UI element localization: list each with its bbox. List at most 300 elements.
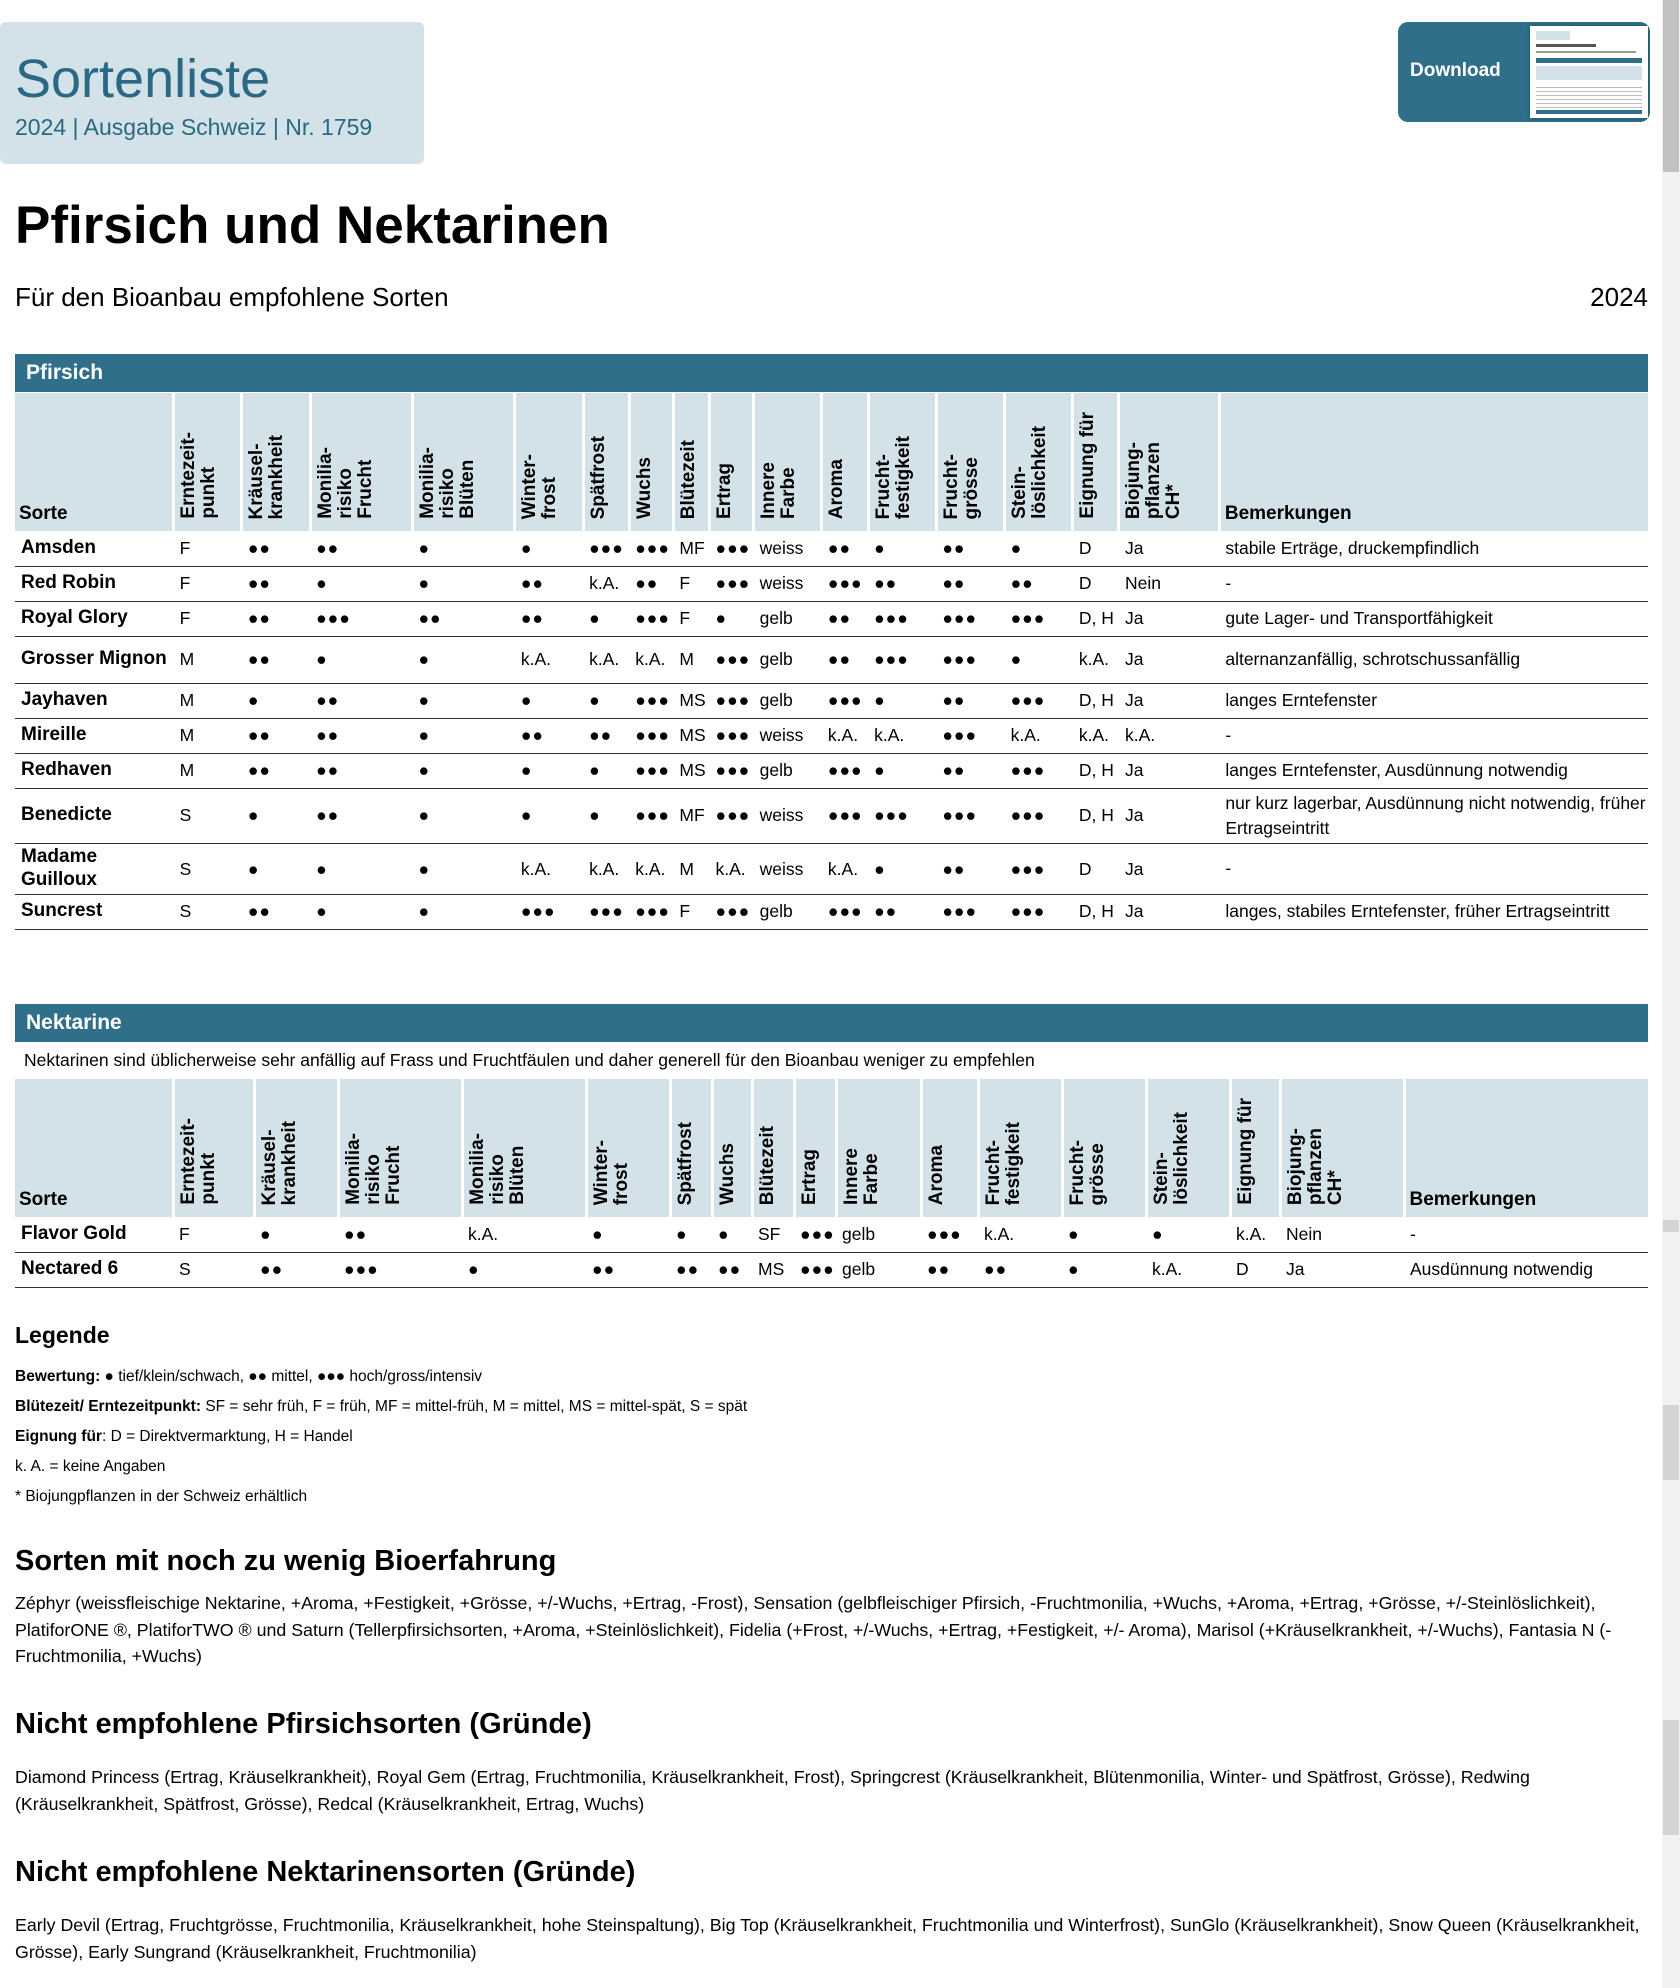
table-cell: k.A. bbox=[1119, 718, 1219, 753]
column-header-label: Frucht- grösse bbox=[1066, 1139, 1108, 1205]
column-header-label: Biojung- pflanzen CH* bbox=[1123, 441, 1185, 519]
table-cell: Ja bbox=[1119, 894, 1219, 929]
table-cell: ●●● bbox=[629, 753, 673, 788]
column-header-label: Winter- frost bbox=[590, 1139, 632, 1205]
column-header bbox=[1230, 1079, 1280, 1217]
legend-bewertung-label: Bewertung: bbox=[15, 1368, 101, 1385]
table-cell: ●● bbox=[338, 1217, 462, 1252]
table-cell: MS bbox=[673, 683, 709, 718]
table-cell: ●●● bbox=[710, 566, 754, 601]
table-cell: ●●● bbox=[629, 718, 673, 753]
bemerkung: langes Erntefenster bbox=[1219, 683, 1648, 718]
header-box bbox=[0, 22, 424, 164]
table-cell: ● bbox=[1005, 636, 1073, 683]
table-cell: ●● bbox=[868, 894, 936, 929]
column-header bbox=[338, 1079, 462, 1217]
sorte-name: Jayhaven bbox=[15, 683, 174, 718]
table-cell: ●● bbox=[868, 566, 936, 601]
table-cell: k.A. bbox=[629, 844, 673, 895]
table-cell: ●●● bbox=[868, 788, 936, 844]
column-header bbox=[412, 393, 514, 531]
nektarine-table bbox=[15, 1079, 1648, 1288]
table-cell: ●●● bbox=[629, 683, 673, 718]
table-cell: ● bbox=[868, 683, 936, 718]
legend-bluetezeit bbox=[15, 1398, 747, 1416]
table-cell: gelb bbox=[754, 683, 822, 718]
table-cell: k.A. bbox=[822, 718, 868, 753]
scrollbar-thumb[interactable] bbox=[1663, 0, 1679, 172]
table-cell: ● bbox=[412, 788, 514, 844]
table-cell: ●●● bbox=[583, 894, 629, 929]
table-cell: S bbox=[174, 788, 242, 844]
table-cell: k.A. bbox=[629, 636, 673, 683]
table-cell: ●●● bbox=[822, 753, 868, 788]
table-cell: k.A. bbox=[515, 636, 583, 683]
column-header bbox=[15, 393, 174, 531]
legend-bluetezeit-label: Blütezeit/ Erntezeitpunkt: bbox=[15, 1398, 202, 1415]
table-cell: weiss bbox=[754, 566, 822, 601]
scrollbar-track-mark bbox=[1663, 1405, 1679, 1480]
table-cell: ●●● bbox=[1005, 753, 1073, 788]
table-cell: ●● bbox=[242, 601, 310, 636]
column-header bbox=[670, 1079, 712, 1217]
table-cell: k.A. bbox=[1005, 718, 1073, 753]
table-cell: weiss bbox=[754, 844, 822, 895]
text-nicht-empfohlen-pfirsich: Diamond Princess (Ertrag, Kräuselkrankheit), Royal Gem (Ertrag, Fruchtmonilia, Kräuselkrankheit, Frost), Springcrest (Kräuselkrankheit, Blütenmonilia, Winter- und Spätfrost, Grösse), Redwing (Kräuselkrankheit, Spätfrost, Grösse), Redcal (Kräuselkrankheit, Ertrag, Wuchs) bbox=[15, 1767, 1530, 1814]
column-header bbox=[921, 1079, 978, 1217]
column-header bbox=[1219, 393, 1648, 531]
table-cell: ●●● bbox=[1005, 683, 1073, 718]
table-cell: ●●● bbox=[936, 636, 1004, 683]
table-cell: ●● bbox=[242, 753, 310, 788]
table-cell: ● bbox=[1062, 1252, 1146, 1287]
column-header-label: Wuchs bbox=[716, 1143, 738, 1205]
table-row bbox=[15, 1252, 1648, 1287]
table-cell: D, H bbox=[1073, 753, 1119, 788]
column-header bbox=[868, 393, 936, 531]
table-cell: ● bbox=[583, 683, 629, 718]
column-header-label: Bemerkungen bbox=[1409, 1189, 1537, 1210]
table-cell: ● bbox=[412, 894, 514, 929]
column-header-label: Frucht- festigkeit bbox=[982, 1121, 1024, 1205]
column-header bbox=[1005, 393, 1073, 531]
table-cell: ●● bbox=[515, 718, 583, 753]
table-cell: ● bbox=[710, 601, 754, 636]
table-cell: ●●● bbox=[629, 601, 673, 636]
column-header-label: Sorte bbox=[19, 1189, 68, 1210]
table-cell: ● bbox=[868, 753, 936, 788]
text-nicht-empfohlen-nektarinen: Early Devil (Ertrag, Fruchtgrösse, Fruchtmonilia, Kräuselkrankheit, hohe Steinspaltung), Big Top (Kräuselkrankheit, Fruchtmonilia und Winterfrost), SunGlo (Kräuselkrankheit), Snow Queen (Kräuselkrankheit, Grösse), Early Sungrand (Kräuselkrankheit, Fruchtmonilia) bbox=[15, 1915, 1640, 1962]
table-cell: ●●● bbox=[710, 718, 754, 753]
table-cell: MS bbox=[752, 1252, 794, 1287]
table-cell: ● bbox=[868, 844, 936, 895]
table-cell: ●● bbox=[629, 566, 673, 601]
table-cell: ● bbox=[412, 531, 514, 566]
table-cell: M bbox=[673, 636, 709, 683]
legend-ka: k. A. = keine Angaben bbox=[15, 1458, 166, 1475]
section-bar-pfirsich: Pfirsich bbox=[15, 354, 1648, 392]
table-cell: ● bbox=[515, 683, 583, 718]
page-scrollbar[interactable] bbox=[1662, 0, 1680, 1988]
table-cell: D, H bbox=[1073, 601, 1119, 636]
column-header-label: Bemerkungen bbox=[1224, 503, 1352, 524]
table-cell: k.A. bbox=[583, 566, 629, 601]
column-header-label: Frucht- festigkeit bbox=[872, 435, 914, 519]
table-cell: MS bbox=[673, 718, 709, 753]
table-cell: ●●● bbox=[629, 894, 673, 929]
table-cell: ●● bbox=[242, 531, 310, 566]
column-header-label: Erntezeit- punkt bbox=[177, 1118, 219, 1205]
bemerkung: langes, stabiles Erntefenster, früher Ertragseintritt bbox=[1219, 894, 1648, 929]
download-button[interactable] bbox=[1398, 22, 1650, 122]
table-cell: ● bbox=[412, 566, 514, 601]
table-cell: k.A. bbox=[1073, 718, 1119, 753]
table-cell: k.A. bbox=[1230, 1217, 1280, 1252]
table-cell: ●● bbox=[936, 844, 1004, 895]
table-cell: F bbox=[174, 531, 242, 566]
legend-bio: * Biojungpflanzen in der Schweiz erhältlich bbox=[15, 1488, 308, 1505]
bemerkung: - bbox=[1404, 1217, 1648, 1252]
column-header bbox=[1146, 1079, 1230, 1217]
sorte-name: Redhaven bbox=[15, 753, 174, 788]
table-cell: ●●● bbox=[710, 683, 754, 718]
table-cell: ●●● bbox=[822, 788, 868, 844]
bemerkung: - bbox=[1219, 718, 1648, 753]
column-header-label: Monilia- risiko Frucht bbox=[314, 447, 376, 519]
bemerkung: alternanzanfällig, schrotschussanfällig bbox=[1219, 636, 1648, 683]
column-header bbox=[1119, 393, 1219, 531]
bemerkung: nur kurz lagerbar, Ausdünnung nicht notwendig, früher Ertragseintritt bbox=[1219, 788, 1648, 844]
table-cell: ●●● bbox=[710, 753, 754, 788]
column-header bbox=[712, 1079, 752, 1217]
table-cell: D bbox=[1230, 1252, 1280, 1287]
table-cell: ●● bbox=[1005, 566, 1073, 601]
table-cell: F bbox=[174, 566, 242, 601]
table-cell: gelb bbox=[754, 636, 822, 683]
table-row bbox=[15, 566, 1648, 601]
table-cell: ●● bbox=[242, 566, 310, 601]
table-cell: gelb bbox=[836, 1217, 921, 1252]
table-cell: MF bbox=[673, 788, 709, 844]
heading-wenig-bioerfahrung: Sorten mit noch zu wenig Bioerfahrung bbox=[15, 1545, 557, 1577]
table-cell: F bbox=[673, 566, 709, 601]
column-header bbox=[1404, 1079, 1648, 1217]
table-cell: ● bbox=[310, 636, 412, 683]
table-cell: ●● bbox=[242, 718, 310, 753]
table-cell: D, H bbox=[1073, 894, 1119, 929]
nektarine-note: Nektarinen sind üblicherweise sehr anfällig auf Frass und Fruchtfäulen und daher generell für den Bioanbau weniger zu empfehlen bbox=[24, 1050, 1035, 1070]
column-header-label: Innere Farbe bbox=[840, 1147, 882, 1205]
table-cell: gelb bbox=[836, 1252, 921, 1287]
table-cell: ●●● bbox=[710, 636, 754, 683]
table-cell: ●● bbox=[936, 531, 1004, 566]
table-cell: ●●● bbox=[936, 601, 1004, 636]
table-cell: ● bbox=[242, 683, 310, 718]
table-cell: weiss bbox=[754, 788, 822, 844]
table-cell: Ja bbox=[1280, 1252, 1404, 1287]
table-cell: ●●● bbox=[629, 788, 673, 844]
bemerkung: stabile Erträge, druckempfindlich bbox=[1219, 531, 1648, 566]
heading-nicht-empfohlen-pfirsich: Nicht empfohlene Pfirsichsorten (Gründe) bbox=[15, 1708, 592, 1740]
legend-bewertung bbox=[15, 1368, 482, 1386]
table-cell: ●●● bbox=[822, 566, 868, 601]
sorte-name: Amsden bbox=[15, 531, 174, 566]
column-header-label: Innere Farbe bbox=[758, 461, 800, 519]
table-cell: M bbox=[174, 753, 242, 788]
table-cell: weiss bbox=[754, 718, 822, 753]
table-cell: gelb bbox=[754, 601, 822, 636]
table-cell: ●● bbox=[936, 683, 1004, 718]
page-year: 2024 bbox=[1590, 282, 1648, 312]
column-header-label: Frucht- grösse bbox=[940, 453, 982, 519]
table-row bbox=[15, 788, 1648, 844]
column-header bbox=[462, 1079, 586, 1217]
section-bar-nektarine: Nektarine bbox=[15, 1004, 1648, 1042]
column-header-label: Stein- löslichkeit bbox=[1009, 426, 1051, 519]
table-cell: Ja bbox=[1119, 531, 1219, 566]
table-cell: S bbox=[173, 1252, 254, 1287]
column-header bbox=[978, 1079, 1062, 1217]
table-cell: ● bbox=[310, 844, 412, 895]
table-cell: ●● bbox=[822, 601, 868, 636]
sorte-name: Nectared 6 bbox=[15, 1252, 173, 1287]
table-cell: k.A. bbox=[710, 844, 754, 895]
table-cell: M bbox=[673, 844, 709, 895]
table-cell: ● bbox=[412, 636, 514, 683]
table-cell: ●●● bbox=[868, 601, 936, 636]
table-cell: Nein bbox=[1119, 566, 1219, 601]
table-cell: ●● bbox=[254, 1252, 338, 1287]
table-cell: ● bbox=[310, 894, 412, 929]
table-cell: ●● bbox=[822, 636, 868, 683]
column-header-label: Stein- löslichkeit bbox=[1150, 1112, 1192, 1205]
table-cell: ●● bbox=[586, 1252, 670, 1287]
table-cell: ●●● bbox=[936, 788, 1004, 844]
header-title: Sortenliste bbox=[15, 49, 271, 109]
table-cell: ●● bbox=[936, 753, 1004, 788]
column-header-label: Ertrag bbox=[714, 463, 736, 519]
table-cell: Ja bbox=[1119, 636, 1219, 683]
table-cell: ●●● bbox=[921, 1217, 978, 1252]
column-header bbox=[254, 1079, 338, 1217]
table-cell: ●● bbox=[712, 1252, 752, 1287]
column-header-label: Aroma bbox=[925, 1144, 947, 1205]
column-header bbox=[629, 393, 673, 531]
column-header bbox=[583, 393, 629, 531]
bemerkung: gute Lager- und Transportfähigkeit bbox=[1219, 601, 1648, 636]
column-header-label: Blütezeit bbox=[677, 439, 699, 519]
table-row bbox=[15, 844, 1648, 895]
table-cell: ● bbox=[515, 788, 583, 844]
column-header-label: Eignung für bbox=[1234, 1098, 1256, 1205]
legend-bluetezeit-text: SF = sehr früh, F = früh, MF = mittel-früh, M = mittel, MS = mittel-spät, S = spät bbox=[201, 1398, 748, 1415]
sorte-name: Suncrest bbox=[15, 894, 174, 929]
column-header bbox=[1280, 1079, 1404, 1217]
heading-nicht-empfohlen-nektarinen: Nicht empfohlene Nektarinensorten (Gründe) bbox=[15, 1856, 636, 1888]
column-header bbox=[836, 1079, 921, 1217]
table-cell: ●● bbox=[242, 894, 310, 929]
table-cell: SF bbox=[752, 1217, 794, 1252]
table-cell: ● bbox=[242, 844, 310, 895]
table-cell: ●● bbox=[978, 1252, 1062, 1287]
table-cell: ●● bbox=[936, 566, 1004, 601]
column-header-label: Spätfrost bbox=[587, 435, 609, 519]
column-header bbox=[15, 1079, 173, 1217]
table-cell: ● bbox=[868, 531, 936, 566]
table-cell: ● bbox=[712, 1217, 752, 1252]
column-header-label: Eignung für bbox=[1077, 412, 1099, 519]
table-cell: ●●● bbox=[310, 601, 412, 636]
document-preview-thumbnail bbox=[1530, 26, 1648, 118]
column-header-label: Monilia- risiko Blüten bbox=[466, 1133, 528, 1205]
table-cell: F bbox=[174, 601, 242, 636]
table-cell: ●●● bbox=[710, 894, 754, 929]
column-header bbox=[242, 393, 310, 531]
table-cell: k.A. bbox=[1146, 1252, 1230, 1287]
column-header bbox=[710, 393, 754, 531]
pfirsich-table bbox=[15, 393, 1648, 930]
column-header bbox=[1073, 393, 1119, 531]
table-cell: M bbox=[174, 683, 242, 718]
table-row bbox=[15, 683, 1648, 718]
column-header-label: Ertrag bbox=[798, 1149, 820, 1205]
table-cell: ● bbox=[310, 566, 412, 601]
table-cell: Ja bbox=[1119, 753, 1219, 788]
sorte-name: Red Robin bbox=[15, 566, 174, 601]
column-header bbox=[1062, 1079, 1146, 1217]
column-header-label: Aroma bbox=[826, 458, 848, 519]
table-cell: ● bbox=[515, 753, 583, 788]
table-cell: ●●● bbox=[710, 788, 754, 844]
column-header bbox=[673, 393, 709, 531]
table-cell: ● bbox=[583, 601, 629, 636]
table-cell: MF bbox=[673, 531, 709, 566]
page-subtitle: Für den Bioanbau empfohlene Sorten bbox=[15, 282, 449, 312]
sorte-name: Mireille bbox=[15, 718, 174, 753]
table-cell: ●● bbox=[242, 636, 310, 683]
table-cell: ●● bbox=[310, 753, 412, 788]
column-header bbox=[173, 1079, 254, 1217]
sorte-name: Benedicte bbox=[15, 788, 174, 844]
table-cell: ● bbox=[515, 531, 583, 566]
table-cell: ●●● bbox=[794, 1252, 836, 1287]
table-cell: ●● bbox=[583, 718, 629, 753]
column-header bbox=[822, 393, 868, 531]
sorte-name: Royal Glory bbox=[15, 601, 174, 636]
table-cell: ●● bbox=[515, 566, 583, 601]
table-cell: D bbox=[1073, 531, 1119, 566]
column-header bbox=[752, 1079, 794, 1217]
legend-eignung-label: Eignung für bbox=[15, 1428, 102, 1445]
table-cell: ●●● bbox=[1005, 894, 1073, 929]
column-header bbox=[310, 393, 412, 531]
table-cell: k.A. bbox=[978, 1217, 1062, 1252]
table-cell: MS bbox=[673, 753, 709, 788]
table-cell: ●● bbox=[822, 531, 868, 566]
table-cell: ●●● bbox=[1005, 844, 1073, 895]
table-cell: k.A. bbox=[822, 844, 868, 895]
table-cell: ● bbox=[1005, 531, 1073, 566]
legend-eignung bbox=[15, 1428, 353, 1446]
column-header bbox=[754, 393, 822, 531]
column-header-label: Biojung- pflanzen CH* bbox=[1284, 1127, 1346, 1205]
table-cell: ● bbox=[412, 844, 514, 895]
bemerkung: Ausdünnung notwendig bbox=[1404, 1252, 1648, 1287]
table-cell: M bbox=[174, 636, 242, 683]
scrollbar-track-mark bbox=[1663, 1720, 1679, 1835]
table-cell: ● bbox=[254, 1217, 338, 1252]
column-header-label: Kräusel- krankheit bbox=[258, 1120, 300, 1205]
table-cell: ● bbox=[583, 788, 629, 844]
table-cell: ● bbox=[412, 718, 514, 753]
column-header bbox=[586, 1079, 670, 1217]
sorte-name: Grosser Mignon bbox=[15, 636, 174, 683]
column-header-label: Winter- frost bbox=[519, 453, 561, 519]
table-cell: ●●● bbox=[583, 531, 629, 566]
table-cell: ● bbox=[670, 1217, 712, 1252]
table-cell: ●● bbox=[310, 683, 412, 718]
column-header-label: Spätfrost bbox=[674, 1121, 696, 1205]
table-cell: D bbox=[1073, 844, 1119, 895]
table-cell: ●●● bbox=[794, 1217, 836, 1252]
table-cell: ● bbox=[412, 683, 514, 718]
text-wenig-bioerfahrung: Zéphyr (weissfleischige Nektarine, +Aroma, +Festigkeit, +Grösse, +/-Wuchs, +Ertrag, -Frost), Sensation (gelbfleischiger Pfirsich, -Fruchtmonilia, +Wuchs, +Aroma, +Ertrag, +Grösse, +/-Steinlöslichkeit), PlatiforONE ®, PlatiforTWO ® und Saturn (Tellerpfirsichsorten, +Aroma, +Steinlöslichkeit), Fidelia (+Frost, +/-Wuchs, +Ertrag, +Festigkeit, +/- Aroma), Marisol (+Kräuselkrankheit, +/-Wuchs), Fantasia N (-Fruchtmonilia, +Wuchs) bbox=[15, 1593, 1612, 1667]
table-cell: ●●● bbox=[822, 894, 868, 929]
table-cell: ●●● bbox=[629, 531, 673, 566]
table-cell: F bbox=[173, 1217, 254, 1252]
table-cell: gelb bbox=[754, 753, 822, 788]
table-cell: F bbox=[673, 894, 709, 929]
legend-bewertung-text: ● tief/klein/schwach, ●● mittel, ●●● hoch/gross/intensiv bbox=[100, 1368, 483, 1385]
table-row bbox=[15, 601, 1648, 636]
scrollbar-track-mark bbox=[1663, 1220, 1679, 1232]
table-cell: k.A. bbox=[583, 844, 629, 895]
legend-eignung-text: : D = Direktvermarktung, H = Handel bbox=[101, 1428, 353, 1445]
table-cell: D bbox=[1073, 566, 1119, 601]
table-cell: M bbox=[174, 718, 242, 753]
table-cell: gelb bbox=[754, 894, 822, 929]
table-cell: ●●● bbox=[868, 636, 936, 683]
table-cell: D, H bbox=[1073, 788, 1119, 844]
table-cell: Ja bbox=[1119, 844, 1219, 895]
table-cell: ●●● bbox=[936, 894, 1004, 929]
column-header bbox=[936, 393, 1004, 531]
table-row bbox=[15, 753, 1648, 788]
table-cell: k.A. bbox=[1073, 636, 1119, 683]
header-subtitle: 2024 | Ausgabe Schweiz | Nr. 1759 bbox=[15, 114, 373, 140]
table-cell: weiss bbox=[754, 531, 822, 566]
table-cell: S bbox=[174, 844, 242, 895]
table-cell: ●● bbox=[310, 788, 412, 844]
table-cell: ● bbox=[586, 1217, 670, 1252]
table-row bbox=[15, 531, 1648, 566]
column-header-label: Monilia- risiko Blüten bbox=[416, 447, 478, 519]
table-cell: D, H bbox=[1073, 683, 1119, 718]
sorte-name: Madame Guilloux bbox=[15, 844, 174, 895]
table-row bbox=[15, 894, 1648, 929]
column-header-label: Kräusel- krankheit bbox=[246, 434, 288, 519]
table-cell: ● bbox=[462, 1252, 586, 1287]
table-cell: F bbox=[673, 601, 709, 636]
column-header bbox=[174, 393, 242, 531]
table-row bbox=[15, 1217, 1648, 1252]
table-cell: ● bbox=[583, 753, 629, 788]
table-cell: ● bbox=[1146, 1217, 1230, 1252]
column-header-label: Erntezeit- punkt bbox=[178, 432, 220, 519]
table-cell: ●●● bbox=[1005, 788, 1073, 844]
page-title: Pfirsich und Nektarinen bbox=[15, 196, 610, 255]
table-cell: k.A. bbox=[462, 1217, 586, 1252]
